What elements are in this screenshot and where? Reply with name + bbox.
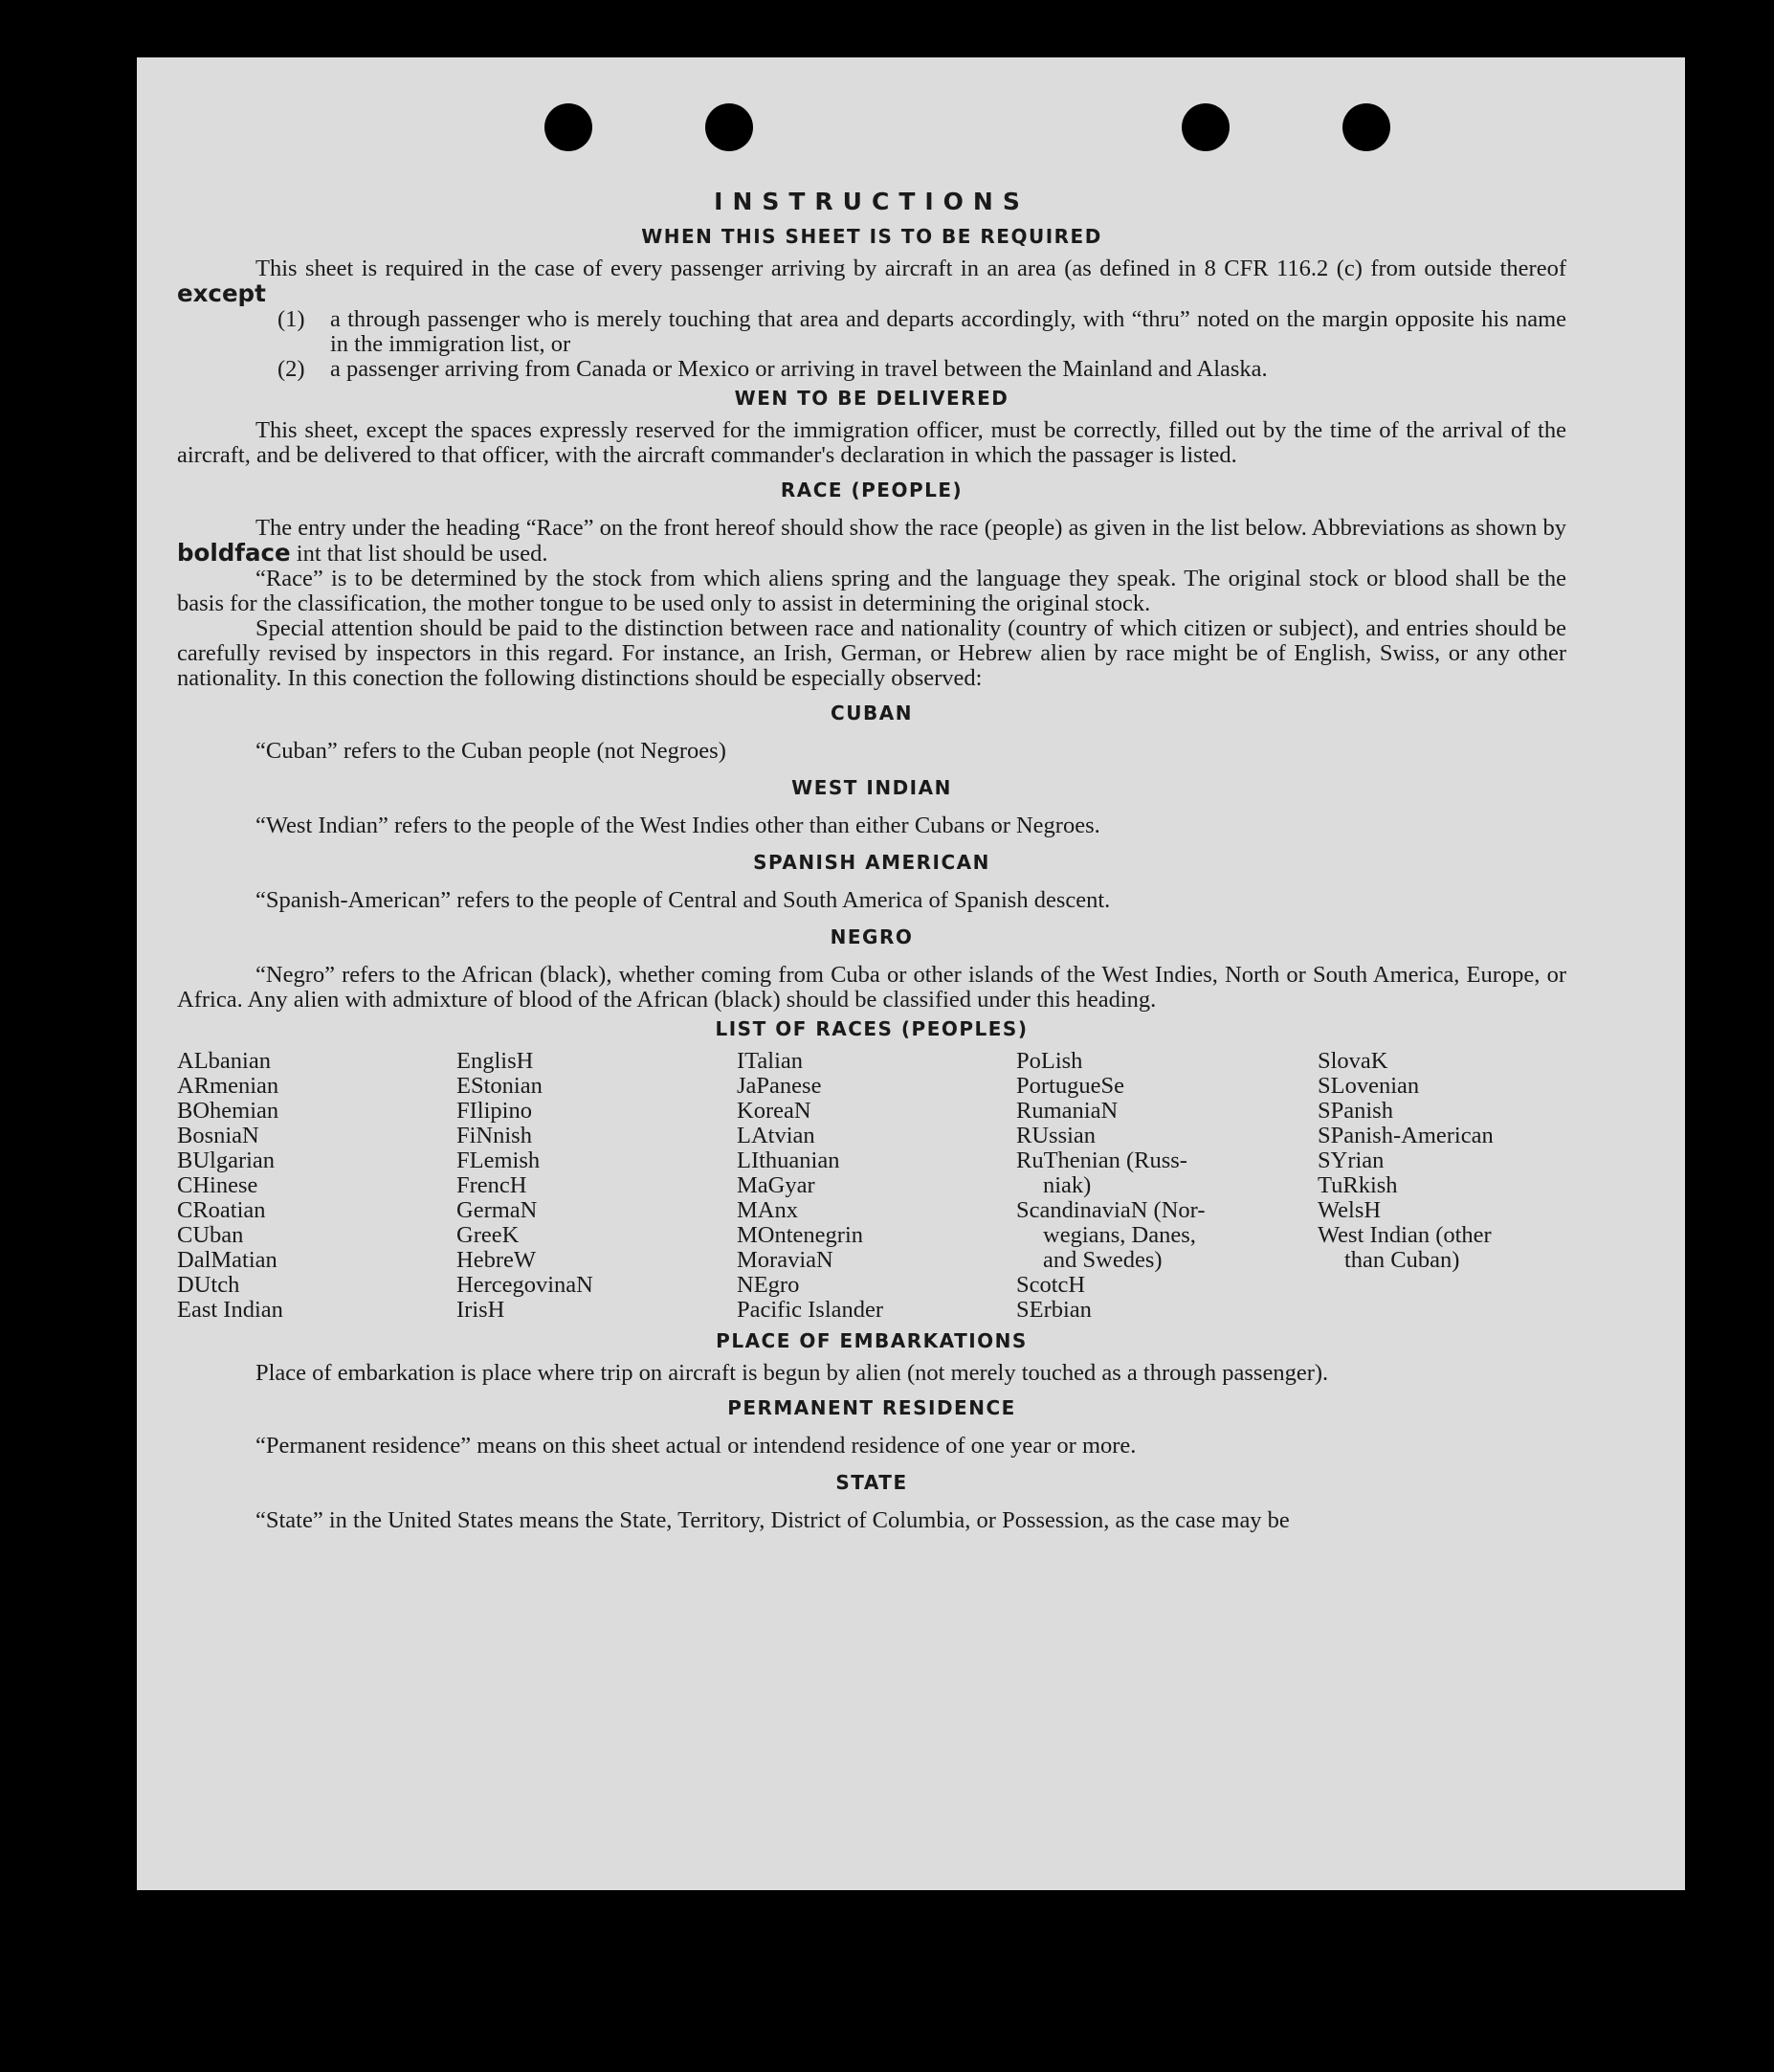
- heading-embarkation: PLACE OF EMBARKATIONS: [716, 1329, 1028, 1352]
- heading-residence: PERMANENT RESIDENCE: [727, 1396, 1016, 1419]
- list-item: PortugueSe: [1016, 1073, 1124, 1099]
- list-item: FiNnish: [456, 1123, 532, 1148]
- boldface-word: boldface: [177, 539, 291, 567]
- list-item: LIthuanian: [737, 1147, 840, 1173]
- race-paragraph-2: “Race” is to be determined by the stock from which aliens spring and the language they speak. The original stock or blood shall be the basis for the classification, the mother tongue to be used only to assist in determining the original stock.: [177, 566, 1566, 616]
- list-item: WelsH: [1318, 1197, 1382, 1223]
- heading-race: RACE (PEOPLE): [780, 479, 964, 501]
- document-title: INSTRUCTIONS: [714, 188, 1030, 215]
- races-column-1: [177, 1049, 456, 1323]
- list-item: FrencH: [456, 1172, 527, 1198]
- list-item: CUban: [177, 1222, 244, 1248]
- list-item: West Indian (other: [1318, 1222, 1492, 1248]
- list-item: FLemish: [456, 1147, 541, 1173]
- list-item: CRoatian: [177, 1197, 266, 1223]
- punch-hole: [1182, 103, 1230, 151]
- heading-required: WHEN THIS SHEET IS TO BE REQUIRED: [641, 225, 1102, 248]
- races-column-2: [456, 1049, 737, 1323]
- list-item: JaPanese: [737, 1073, 822, 1099]
- west-indian-text: “West Indian” refers to the people of the West Indies other than either Cubans or Negroes.: [255, 813, 1100, 838]
- list-item: RumaniaN: [1016, 1098, 1119, 1124]
- list-item: MAnx: [737, 1197, 798, 1223]
- heading-west-indian: WEST INDIAN: [791, 776, 952, 799]
- delivered-text: This sheet, except the spaces expressly reserved for the immigration officer, must be correctly, filled out by the time of the arrival of the aircraft, and be delivered to that officer, with the aircraft commander's declaration in which the passager is listed.: [177, 417, 1566, 468]
- negro-text: “Negro” refers to the African (black), whether coming from Cuba or other islands of the West Indies, North or South America, Europe, or Africa. Any alien with admixture of blood of the African (black) should be classified under this heading.: [177, 962, 1566, 1013]
- list-item: NEgro: [737, 1272, 800, 1298]
- list-item: KoreaN: [737, 1098, 811, 1124]
- list-item: ARmenian: [177, 1073, 279, 1099]
- list-item: East Indian: [177, 1297, 283, 1323]
- state-text: “State” in the United States means the State, Territory, District of Columbia, or Possession, as the case may be: [255, 1507, 1290, 1533]
- document-sheet: [137, 57, 1685, 1890]
- spanish-american-text: “Spanish-American” refers to the people of Central and South America of Spanish descent.: [255, 887, 1111, 913]
- list-item: HercegovinaN: [456, 1272, 593, 1298]
- list-item: GreeK: [456, 1222, 520, 1248]
- heading-spanish-american: SPANISH AMERICAN: [753, 851, 990, 874]
- list-item: SPanish-American: [1318, 1123, 1494, 1148]
- races-list: [177, 1049, 1566, 1323]
- list-item: RUssian: [1016, 1123, 1097, 1148]
- list-item: and Swedes): [1043, 1247, 1163, 1273]
- race-paragraph-3: Special attention should be paid to the distinction between race and nationality (country of which citizen or subject), and entries should be carefully revised by inspectors in this regard. For instance, an Irish, German, or Hebrew alien by race might be of English, Swiss, or any other nationality. In this conection the following distinctions should be especially observed:: [177, 615, 1566, 691]
- race-paragraph-1: The entry under the heading “Race” on the front hereof should show the race (people) as given in the list below. Abbreviations as shown by boldface int that list should be used.: [177, 515, 1566, 567]
- heading-cuban: CUBAN: [831, 702, 913, 724]
- list-item: DUtch: [177, 1272, 240, 1298]
- heading-state: STATE: [835, 1471, 908, 1494]
- list-item: PoLish: [1016, 1048, 1083, 1074]
- list-item: MoraviaN: [737, 1247, 833, 1273]
- list-item: SErbian: [1016, 1297, 1092, 1323]
- embarkation-text: Place of embarkation is place where trip on aircraft is begun by alien (not merely touched as a through passenger).: [255, 1360, 1329, 1386]
- list-item: EStonian: [456, 1073, 543, 1099]
- required-intro: This sheet is required in the case of every passenger arriving by aircraft in an area (as defined in 8 CFR 116.2 (c) from outside thereof except: [177, 256, 1566, 307]
- list-item: IrisH: [456, 1297, 505, 1323]
- list-item: BOhemian: [177, 1098, 279, 1124]
- races-column-3: [737, 1049, 1016, 1323]
- required-exceptions-list: [177, 307, 1566, 382]
- list-item: MaGyar: [737, 1172, 815, 1198]
- list-item: ITalian: [737, 1048, 804, 1074]
- list-item: wegians, Danes,: [1043, 1222, 1196, 1248]
- heading-races-list: LIST OF RACES (PEOPLES): [715, 1017, 1029, 1040]
- list-item: RuThenian (Russ-: [1016, 1147, 1187, 1173]
- cuban-text: “Cuban” refers to the Cuban people (not Negroes): [255, 738, 726, 764]
- list-item: BosniaN: [177, 1123, 259, 1148]
- residence-text: “Permanent residence” means on this sheet actual or intendend residence of one year or more.: [255, 1433, 1137, 1459]
- list-item: SlovaK: [1318, 1048, 1388, 1074]
- list-item: ScandinaviaN (Nor-: [1016, 1197, 1206, 1223]
- except-word: except: [177, 279, 266, 307]
- races-column-4: [1016, 1049, 1318, 1323]
- heading-negro: NEGRO: [830, 925, 914, 948]
- heading-delivered: WEN TO BE DELIVERED: [734, 387, 1009, 410]
- list-item: (1) a through passenger who is merely touching that area and departs accordingly, with “thru” noted on the margin opposite his name in the immigration list, or: [277, 306, 1566, 357]
- list-item: Pacific Islander: [737, 1297, 884, 1323]
- list-item: niak): [1043, 1172, 1092, 1198]
- list-item: EnglisH: [456, 1048, 534, 1074]
- list-item: ALbanian: [177, 1048, 271, 1074]
- list-item: SYrian: [1318, 1147, 1385, 1173]
- list-item: SLovenian: [1318, 1073, 1420, 1099]
- list-item: ScotcH: [1016, 1272, 1086, 1298]
- list-item: (2) a passenger arriving from Canada or Mexico or arriving in travel between the Mainland and Alaska.: [277, 356, 1268, 382]
- races-column-5: [1318, 1049, 1557, 1323]
- punch-hole: [705, 103, 753, 151]
- list-item: MOntenegrin: [737, 1222, 863, 1248]
- list-item: GermaN: [456, 1197, 538, 1223]
- list-item: SPanish: [1318, 1098, 1393, 1124]
- list-item: CHinese: [177, 1172, 258, 1198]
- list-item: BUlgarian: [177, 1147, 276, 1173]
- list-item: DalMatian: [177, 1247, 277, 1273]
- list-item: TuRkish: [1318, 1172, 1398, 1198]
- list-item: than Cuban): [1344, 1247, 1460, 1273]
- punch-hole: [1342, 103, 1390, 151]
- punch-hole: [544, 103, 592, 151]
- list-item: FIlipino: [456, 1098, 532, 1124]
- list-item: LAtvian: [737, 1123, 815, 1148]
- document-content: [177, 189, 1566, 1533]
- list-item: HebreW: [456, 1247, 536, 1273]
